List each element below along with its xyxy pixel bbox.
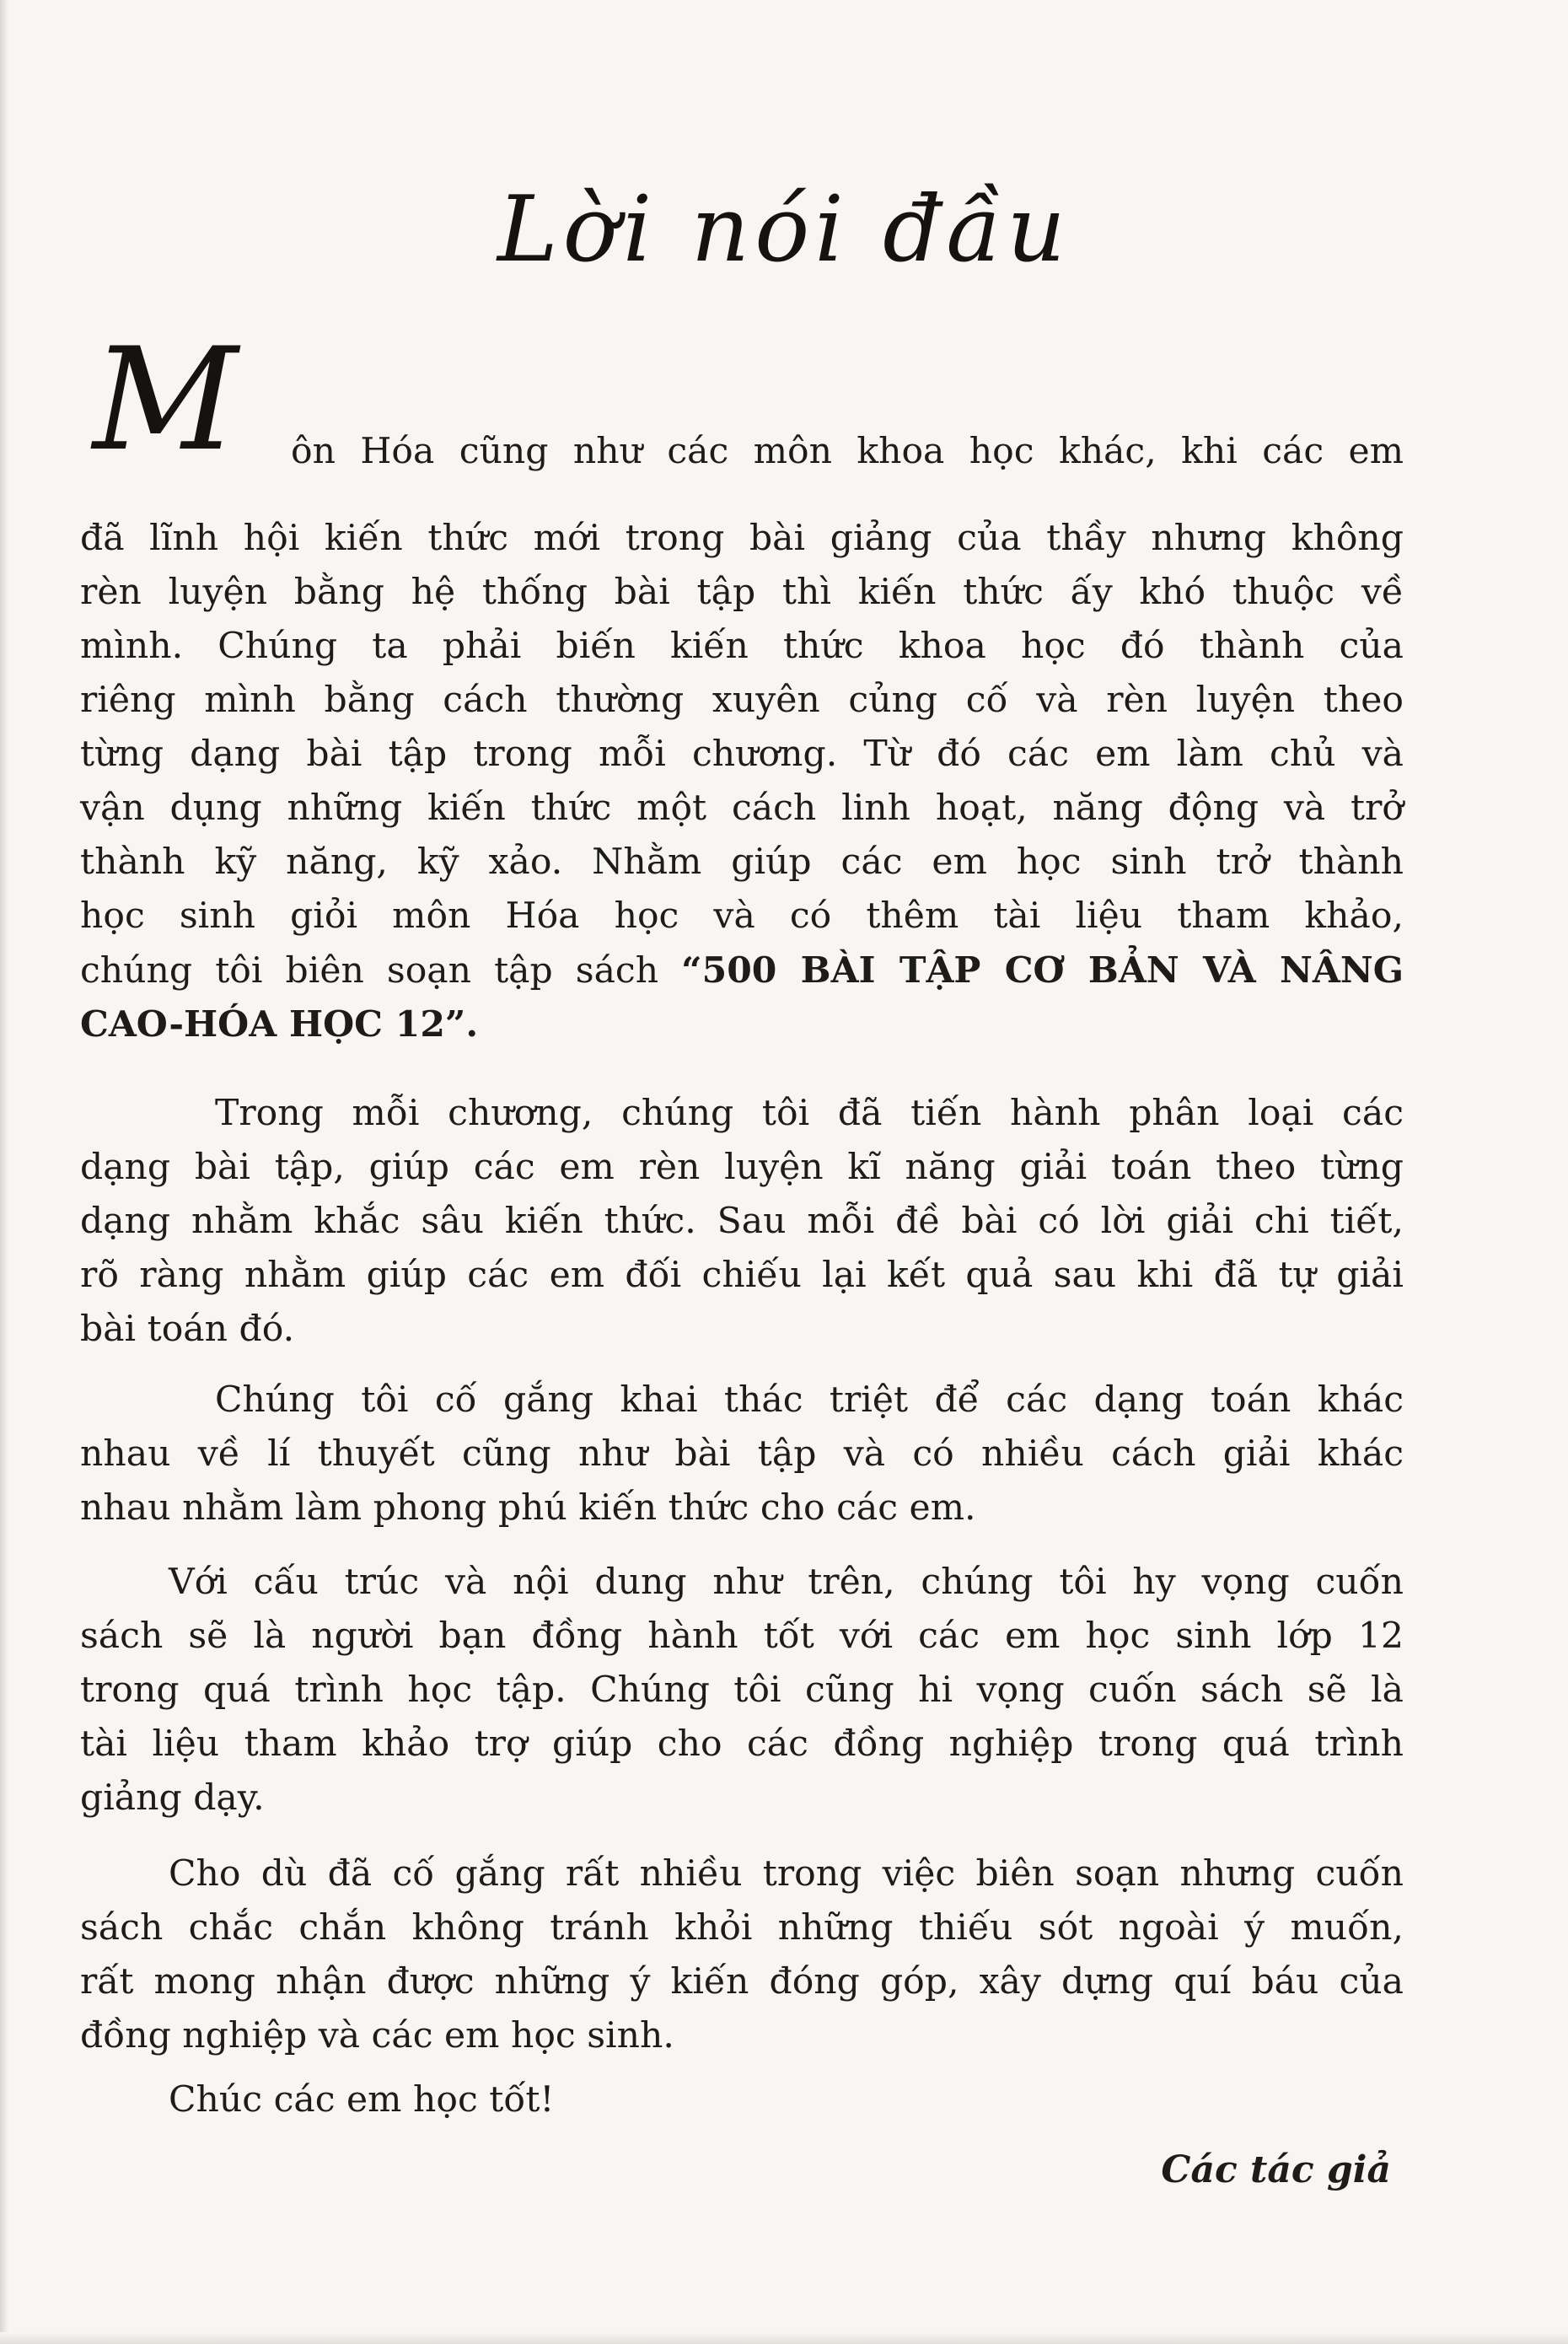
paragraph-4-line-4: tài liệu tham khảo trợ giúp cho các đồng nghiệp trong quá trình	[80, 1723, 1404, 1765]
paragraph-2-line-3: dạng nhằm khắc sâu kiến thức. Sau mỗi đề bài có lời giải chi tiết,	[80, 1201, 1404, 1242]
page-bottom-edge	[0, 2332, 1568, 2344]
book-title-part-2: CAO-HÓA HỌC 12”.	[80, 1003, 479, 1046]
paragraph-4-line-3: trong quá trình học tập. Chúng tôi cũng hi vọng cuốn sách sẽ là	[80, 1669, 1404, 1711]
paragraph-4-line-1: Với cấu trúc và nội dung như trên, chúng tôi hy vọng cuốn	[169, 1562, 1404, 1603]
paragraph-1-line-9: học sinh giỏi môn Hóa học và có thêm tài liệu tham khảo,	[80, 895, 1404, 937]
signature: Các tác giả	[1161, 2148, 1391, 2191]
paragraph-4-line-5: giảng dạy.	[80, 1777, 265, 1819]
paragraph-5-line-2: sách chắc chắn không tránh khỏi những thiếu sót ngoài ý muốn,	[80, 1907, 1404, 1949]
paragraph-1-line-5: riêng mình bằng cách thường xuyên củng cố và rèn luyện theo	[80, 680, 1404, 721]
paragraph-3-line-2: nhau về lí thuyết cũng như bài tập và có nhiều cách giải khác	[80, 1433, 1404, 1475]
paragraph-1-line-10-text: chúng tôi biên soạn tập sách	[80, 950, 659, 992]
paragraph-1-line-4: mình. Chúng ta phải biến kiến thức khoa học đó thành của	[80, 626, 1404, 667]
paragraph-3-line-3: nhau nhằm làm phong phú kiến thức cho các em.	[80, 1487, 976, 1529]
paragraph-2-line-2: dạng bài tập, giúp các em rèn luyện kĩ năng giải toán theo từng	[80, 1147, 1404, 1188]
closing-line: Chúc các em học tốt!	[169, 2079, 555, 2121]
paragraph-1-line-7: vận dụng những kiến thức một cách linh hoạt, năng động và trở	[80, 788, 1404, 829]
paragraph-2-line-1: Trong mỗi chương, chúng tôi đã tiến hành phân loại các	[215, 1093, 1404, 1134]
paragraph-1-line-3: rèn luyện bằng hệ thống bài tập thì kiến thức ấy khó thuộc về	[80, 572, 1404, 613]
paragraph-1-line-1: ôn Hóa cũng như các môn khoa học khác, khi các em	[291, 431, 1404, 472]
paragraph-5-line-3: rất mong nhận được những ý kiến đóng góp, xây dựng quí báu của	[80, 1961, 1404, 2003]
paragraph-4-line-2: sách sẽ là người bạn đồng hành tốt với các em học sinh lớp 12	[80, 1616, 1404, 1657]
paragraph-1-line-2: đã lĩnh hội kiến thức mới trong bài giảng của thầy nhưng không	[80, 518, 1404, 559]
drop-cap: M	[93, 317, 239, 482]
book-title-part-1: “500 BÀI TẬP CƠ BẢN VÀ NÂNG	[681, 949, 1404, 992]
paragraph-1-line-10	[80, 944, 1404, 997]
paragraph-1-line-8: thành kỹ năng, kỹ xảo. Nhằm giúp các em học sinh trở thành	[80, 841, 1404, 883]
paragraph-5-line-1: Cho dù đã cố gắng rất nhiều trong việc biên soạn nhưng cuốn	[169, 1853, 1404, 1895]
paragraph-3-line-1: Chúng tôi cố gắng khai thác triệt để các dạng toán khác	[215, 1379, 1404, 1421]
paragraph-1-line-6: từng dạng bài tập trong mỗi chương. Từ đó các em làm chủ và	[80, 734, 1404, 775]
paragraph-2-line-5: bài toán đó.	[80, 1309, 295, 1350]
page-title: Lời nói đầu	[497, 177, 1071, 282]
paragraph-2-line-4: rõ ràng nhằm giúp các em đối chiếu lại kết quả sau khi đã tự giải	[80, 1255, 1404, 1296]
page-edge-shadow	[0, 0, 8, 2344]
paragraph-5-line-4: đồng nghiệp và các em học sinh.	[80, 2015, 674, 2056]
